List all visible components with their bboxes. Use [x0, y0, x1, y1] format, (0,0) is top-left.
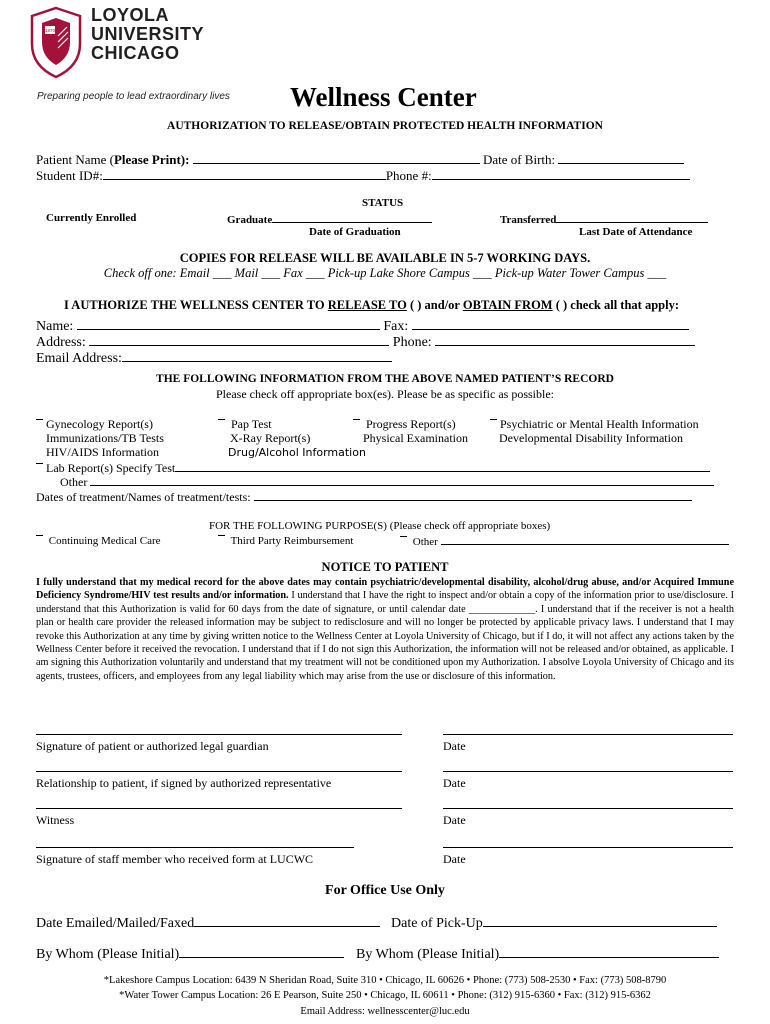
relationship-date-label: Date: [443, 776, 466, 790]
dates-treatment-row: [36, 490, 692, 505]
recipient-address-field[interactable]: [89, 333, 389, 346]
student-id-field[interactable]: [103, 167, 386, 180]
other-record-label: Other: [60, 475, 88, 489]
patient-name-row: [36, 151, 684, 168]
university-name-line3: CHICAGO: [91, 43, 180, 63]
university-name-line2: UNIVERSITY: [91, 24, 205, 44]
office-use-heading: For Office Use Only: [325, 883, 445, 898]
by-whom-row-2: [356, 945, 719, 963]
release-to-option[interactable]: RELEASE TO: [327, 298, 407, 312]
records-instruction: Please check off appropriate box(es). Please be as specific as possible:: [216, 387, 554, 401]
patient-name-field[interactable]: [193, 151, 480, 164]
patient-name-label: Patient Name (: [36, 152, 114, 167]
copies-heading: COPIES FOR RELEASE WILL BE AVAILABLE IN 5-7 WORKING DAYS.: [179, 251, 591, 265]
seal-year: 1870: [44, 28, 56, 33]
developmental-option[interactable]: Developmental Disability Information: [499, 431, 683, 445]
checkbox-icon: [218, 535, 225, 537]
recipient-name-label: Name:: [36, 319, 74, 334]
authorize-statement: I AUTHORIZE THE WELLNESS CENTER TO RELEASE TO ( ) and/or OBTAIN FROM ( ) check all that apply:: [64, 298, 679, 312]
gynecology-checkbox[interactable]: Gynecology Report(s): [36, 417, 153, 432]
dob-field[interactable]: [558, 151, 684, 164]
student-id-label: Student ID#:: [36, 168, 103, 183]
currently-enrolled-option[interactable]: Currently Enrolled: [46, 212, 137, 224]
lab-report-row: [36, 461, 710, 476]
staff-signature-line[interactable]: [36, 847, 354, 848]
graduate-option[interactable]: Graduate: [227, 212, 432, 226]
lab-report-label: Lab Report(s) Specify Test: [46, 461, 176, 475]
footer-email[interactable]: Email Address: wellnesscenter@luc.edu: [300, 1006, 470, 1017]
psychiatric-checkbox[interactable]: Psychiatric or Mental Health Information: [490, 417, 699, 432]
witness-line[interactable]: [36, 808, 402, 809]
recipient-email-label: Email Address:: [36, 351, 122, 366]
page-title: Wellness Center: [290, 82, 477, 112]
university-name-line1: LOYOLA: [91, 5, 169, 25]
staff-date-label: Date: [443, 852, 466, 866]
patient-signature-label: Signature of patient or authorized legal guardian: [36, 739, 269, 753]
last-date-attendance-label: Last Date of Attendance: [579, 226, 693, 238]
relationship-date-line[interactable]: [443, 771, 733, 772]
other-purpose-field[interactable]: [441, 535, 729, 545]
recipient-email-row: [36, 349, 392, 367]
other-record-field[interactable]: [90, 475, 714, 486]
notice-paragraph: [36, 576, 734, 683]
patient-date-label: Date: [443, 739, 466, 753]
relationship-label: Relationship to patient, if signed by authorized representative: [36, 776, 332, 790]
physical-exam-option[interactable]: Physical Examination: [363, 431, 468, 445]
drug-alcohol-option[interactable]: Drug/Alcohol Information: [228, 446, 366, 459]
witness-label: Witness: [36, 813, 75, 827]
checkbox-icon: [36, 535, 43, 537]
recipient-email-field[interactable]: [122, 349, 392, 362]
by-whom-row-1: [36, 945, 344, 963]
purpose-heading: FOR THE FOLLOWING PURPOSE(S) (Please check off appropriate boxes): [209, 520, 551, 532]
student-id-row: [36, 167, 690, 184]
date-emailed-row: [36, 914, 380, 932]
checkbox-icon: [400, 536, 407, 538]
by-whom-field-2[interactable]: [499, 945, 719, 958]
third-party-checkbox[interactable]: Third Party Reimbursement: [218, 535, 353, 547]
check-off-delivery-options[interactable]: Check off one: Email ___ Mail ___ Fax ___ Pick-up Lake Shore Campus ___ Pick-up Water Tower Campus ___: [103, 266, 667, 280]
checkbox-icon: [36, 419, 43, 421]
checkbox-icon: [218, 419, 225, 421]
recipient-name-field[interactable]: [77, 317, 380, 330]
progress-report-checkbox[interactable]: Progress Report(s): [353, 417, 456, 432]
date-pickup-field[interactable]: [483, 914, 717, 927]
records-heading: THE FOLLOWING INFORMATION FROM THE ABOVE NAMED PATIENT’S RECORD: [156, 373, 614, 385]
status-heading: STATUS: [362, 197, 404, 209]
recipient-phone-field[interactable]: [435, 333, 695, 346]
date-pickup-row: [391, 914, 717, 932]
notice-text: I understand that I have the right to inspect and/or obtain a copy of the information prior to use/disclosure. I understand that this Authorization is valid for 60 days from the date of signature, or until calendar date _____________. I understand that if the receiver is not a health plan or health care provider the released information may be subject to redisclosure and will no longer be protected by applicable privacy laws. I understand that I may revoke this Authorization at any time by giving written notice to the Wellness Center at Loyola University of Chicago, but if I do, it will not affect any actions taken by the Wellness Center before it received the revocation. I understand that if I do not sign this Authorization, the information will not be released and/or obtained, as applicable. I am signing this Authorization voluntarily and understand that my treatment will not be conditioned upon my Authorization. I absolve Loyola University of Chicago and its agents, trustees, officers, and employees from any legal liability which may arise from the use or disclosure of this information.: [36, 590, 734, 682]
dob-label: Date of Birth:: [482, 152, 556, 167]
checkbox-icon[interactable]: [36, 463, 43, 465]
other-record-row: [60, 475, 714, 490]
xray-option[interactable]: X-Ray Report(s): [230, 431, 311, 445]
date-pickup-label: Date of Pick-Up: [391, 916, 483, 931]
relationship-line[interactable]: [36, 771, 402, 772]
date-emailed-field[interactable]: [194, 914, 380, 927]
graduate-field[interactable]: [272, 212, 432, 223]
patient-name-label-bold: Please Print):: [113, 152, 190, 167]
dates-treatment-field[interactable]: [254, 490, 692, 501]
dates-treatment-label: Dates of treatment/Names of treatment/tests:: [36, 490, 251, 504]
witness-date-line[interactable]: [443, 808, 733, 809]
continuing-care-checkbox[interactable]: Continuing Medical Care: [36, 535, 161, 547]
notice-heading: NOTICE TO PATIENT: [321, 560, 449, 574]
loyola-seal-logo: [30, 6, 83, 79]
staff-signature-label: Signature of staff member who received form at LUCWC: [36, 852, 314, 866]
recipient-phone-label: Phone:: [392, 335, 432, 350]
pap-test-checkbox[interactable]: Pap Test: [218, 417, 272, 432]
recipient-fax-field[interactable]: [412, 317, 689, 330]
phone-label: Phone #:: [385, 168, 432, 183]
immunizations-option[interactable]: Immunizations/TB Tests: [46, 431, 164, 445]
witness-date-label: Date: [443, 813, 466, 827]
date-of-graduation-label: Date of Graduation: [309, 226, 401, 238]
tagline: Preparing people to lead extraordinary lives: [37, 91, 230, 102]
patient-date-line[interactable]: [443, 734, 733, 735]
by-whom-label-1: By Whom (Please Initial): [36, 947, 180, 962]
transferred-option[interactable]: Transferred: [500, 212, 708, 226]
date-emailed-label: Date Emailed/Mailed/Faxed: [36, 916, 195, 931]
hiv-option[interactable]: HIV/AIDS Information: [46, 445, 159, 459]
recipient-address-label: Address:: [36, 335, 86, 350]
notice-bold-text: I fully understand that my medical record for the above dates may contain psychiatric/developmental disability, alcohol/drug abuse, and/or Acquired Immune Deficiency Syndrome/HIV test results and/or information.: [36, 577, 734, 602]
obtain-from-option[interactable]: OBTAIN FROM: [462, 298, 553, 312]
lab-report-field[interactable]: [175, 461, 710, 472]
transferred-field[interactable]: [556, 212, 708, 223]
form-subtitle: AUTHORIZATION TO RELEASE/OBTAIN PROTECTED HEALTH INFORMATION: [167, 120, 603, 132]
lakeshore-address: *Lakeshore Campus Location: 6439 N Sheridan Road, Suite 310 • Chicago, IL 60626 • Phone: (773) 508-2530 • Fax: (773) 508-8790: [103, 975, 667, 986]
by-whom-label-2: By Whom (Please Initial): [356, 947, 500, 962]
other-purpose-checkbox[interactable]: Other: [400, 535, 729, 548]
watertower-address: *Water Tower Campus Location: 26 E Pearson, Suite 250 • Chicago, IL 60611 • Phone: (312) 915-6360 • Fax: (312) 915-6362: [119, 990, 651, 1001]
checkbox-icon: [490, 419, 497, 421]
staff-date-line[interactable]: [443, 847, 733, 848]
phone-field[interactable]: [432, 167, 690, 180]
patient-signature-line[interactable]: [36, 734, 402, 735]
recipient-fax-label: Fax:: [383, 319, 409, 334]
by-whom-field-1[interactable]: [179, 945, 344, 958]
checkbox-icon: [353, 419, 360, 421]
